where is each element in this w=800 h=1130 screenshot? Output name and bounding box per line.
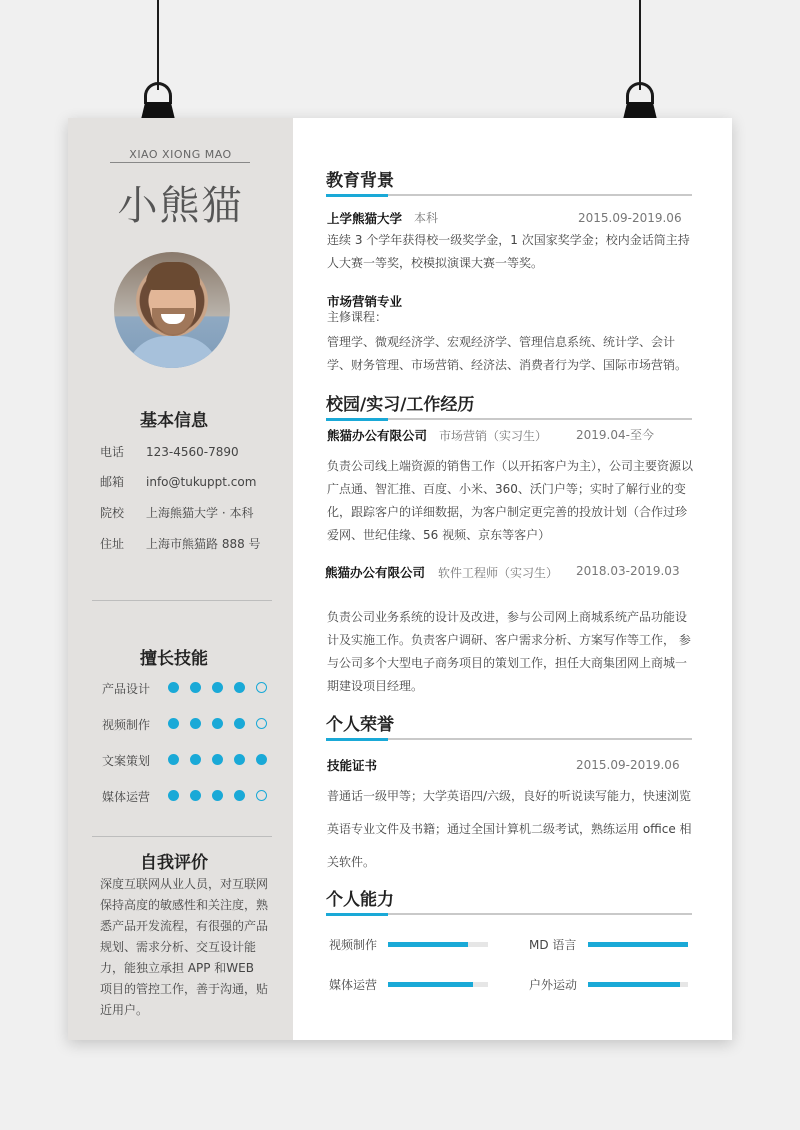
info-value: info@tukuppt.com bbox=[146, 475, 257, 489]
ability-label: MD 语言 bbox=[529, 938, 577, 952]
skill-dots bbox=[168, 754, 278, 766]
job-role: 软件工程师（实习生） bbox=[438, 566, 559, 580]
skill-dot-empty bbox=[256, 682, 267, 693]
honor-name: 技能证书 bbox=[327, 758, 378, 773]
ability-bar-fill bbox=[588, 982, 680, 987]
skill-row bbox=[102, 788, 168, 805]
ability-bar-fill bbox=[388, 942, 468, 947]
section-title: 教育背景 bbox=[326, 171, 394, 191]
section-honors bbox=[326, 710, 692, 740]
resume-page bbox=[68, 118, 732, 1040]
section-title: 个人荣誉 bbox=[326, 715, 394, 735]
job-desc: 负责公司线上端资源的销售工作（以开拓客户为主），公司主要资源以广点通、智汇推、百度、小米、360、沃门户等；实时了解行业的变化，跟踪客户的详细数据，为客户制定更完善的投放计划（合作过珍爱网、世纪佳缘、56 视频、京东等客户） bbox=[327, 459, 694, 542]
job-period: 2018.03-2019.03 bbox=[576, 564, 680, 578]
job-period: 2019.04-至今 bbox=[576, 428, 654, 442]
skill-dot-filled bbox=[234, 718, 245, 729]
info-value: 上海市熊猫路 888 号 bbox=[146, 537, 261, 551]
skill-label: 视频制作 bbox=[102, 718, 151, 732]
skill-dot-filled bbox=[190, 790, 201, 801]
skill-dots bbox=[168, 682, 278, 694]
main-content bbox=[293, 118, 732, 1040]
skill-row bbox=[102, 680, 168, 697]
skill-dot-filled bbox=[190, 682, 201, 693]
job-desc: 负责公司业务系统的设计及改进，参与公司网上商城系统产品功能设计及实施工作。负责客户调研、客户需求分析、方案写作等工作， 参与公司多个大型电子商务项目的策划工作，担任大商集团网上商城一期建设项目经理。 bbox=[327, 610, 691, 693]
skill-dot-filled bbox=[190, 718, 201, 729]
section-underline bbox=[326, 194, 692, 196]
sidebar bbox=[68, 118, 293, 1040]
name-pinyin: XIAO XIONG MAO bbox=[129, 148, 232, 161]
pinyin-underline bbox=[110, 162, 250, 163]
degree: 本科 bbox=[414, 211, 439, 225]
ability-label: 户外运动 bbox=[529, 978, 578, 992]
divider bbox=[92, 836, 272, 837]
skill-dot-filled bbox=[212, 754, 223, 765]
skill-dots bbox=[168, 718, 278, 730]
skill-label: 文案策划 bbox=[102, 754, 151, 768]
candidate-name: 小熊猫 bbox=[117, 183, 244, 229]
self-eval-title: 自我评价 bbox=[140, 853, 208, 873]
ability-bar bbox=[588, 982, 688, 987]
info-key: 住址 bbox=[100, 537, 125, 551]
skill-dot-filled bbox=[212, 790, 223, 801]
ability-bar bbox=[388, 942, 488, 947]
info-value: 123-4560-7890 bbox=[146, 445, 239, 459]
skills-title: 擅长技能 bbox=[140, 649, 208, 669]
skill-dot-empty bbox=[256, 718, 267, 729]
hanging-string-right bbox=[639, 0, 641, 90]
skill-dots bbox=[168, 790, 278, 802]
skill-label: 产品设计 bbox=[102, 682, 151, 696]
section-title: 个人能力 bbox=[326, 890, 394, 910]
section-experience bbox=[326, 390, 692, 420]
skill-dot-empty bbox=[256, 790, 267, 801]
avatar bbox=[114, 252, 230, 368]
info-key: 电话 bbox=[100, 445, 125, 459]
courses-label: 主修课程： bbox=[327, 310, 388, 324]
info-row-address bbox=[100, 535, 261, 552]
ability-bar-fill bbox=[588, 942, 688, 947]
basic-info-title: 基本信息 bbox=[140, 411, 208, 431]
skill-dot-filled bbox=[168, 754, 179, 765]
ability-bar bbox=[388, 982, 488, 987]
job-company: 熊猫办公有限公司 bbox=[327, 428, 428, 443]
info-key: 院校 bbox=[100, 506, 125, 520]
skill-dot-filled bbox=[234, 682, 245, 693]
skill-dot-filled bbox=[256, 754, 267, 765]
section-abilities bbox=[326, 885, 692, 915]
skill-dot-filled bbox=[168, 718, 179, 729]
section-title: 校园/实习/工作经历 bbox=[326, 395, 475, 415]
honor-period: 2015.09-2019.06 bbox=[576, 758, 680, 772]
job-role: 市场营销（实习生） bbox=[439, 429, 548, 443]
info-row-email bbox=[100, 473, 256, 490]
section-underline bbox=[326, 418, 692, 420]
skill-dot-filled bbox=[212, 718, 223, 729]
info-row-phone bbox=[100, 443, 239, 460]
education-period: 2015.09-2019.06 bbox=[578, 211, 682, 225]
section-underline bbox=[326, 913, 692, 915]
skill-dot-filled bbox=[212, 682, 223, 693]
divider bbox=[92, 600, 272, 601]
skill-row bbox=[102, 716, 168, 733]
info-value: 上海熊猫大学 · 本科 bbox=[146, 506, 254, 520]
ability-bar bbox=[588, 942, 688, 947]
hanging-string-left bbox=[157, 0, 159, 90]
ability-bar-fill bbox=[388, 982, 473, 987]
ability-label: 媒体运营 bbox=[329, 978, 378, 992]
self-eval-text: 深度互联网从业人员，对互联网保持高度的敏感性和关注度，熟悉产品开发流程，有很强的产品规划、需求分析、交互设计能力，能独立承担 APP 和WEB 项目的管控工作，善于沟通，贴近用户。 bbox=[100, 877, 269, 1017]
major-name: 市场营销专业 bbox=[327, 294, 403, 309]
school-name: 上学熊猫大学 bbox=[327, 211, 403, 226]
courses-list: 管理学、微观经济学、宏观经济学、管理信息系统、统计学、会计学、财务管理、市场营销、经济法、消费者行为学、国际市场营销。 bbox=[327, 335, 688, 372]
skill-label: 媒体运营 bbox=[102, 790, 151, 804]
section-underline bbox=[326, 738, 692, 740]
info-row-school bbox=[100, 504, 253, 521]
skill-dot-filled bbox=[168, 682, 179, 693]
job-company: 熊猫办公有限公司 bbox=[325, 565, 426, 580]
skill-dot-filled bbox=[234, 754, 245, 765]
skill-dot-filled bbox=[234, 790, 245, 801]
section-education bbox=[326, 166, 692, 196]
education-desc: 连续 3 个学年获得校一级奖学金，1 次国家奖学金；校内金话筒主持人大赛一等奖，校模拟演课大赛一等奖。 bbox=[327, 233, 690, 270]
ability-label: 视频制作 bbox=[329, 938, 378, 952]
honor-desc: 普通话一级甲等；大学英语四/六级，良好的听说读写能力，快速浏览英语专业文件及书籍；通过全国计算机二级考试，熟练运用 office 相关软件。 bbox=[327, 789, 692, 869]
info-key: 邮箱 bbox=[100, 475, 125, 489]
skill-dot-filled bbox=[190, 754, 201, 765]
skill-row bbox=[102, 752, 168, 769]
skill-dot-filled bbox=[168, 790, 179, 801]
